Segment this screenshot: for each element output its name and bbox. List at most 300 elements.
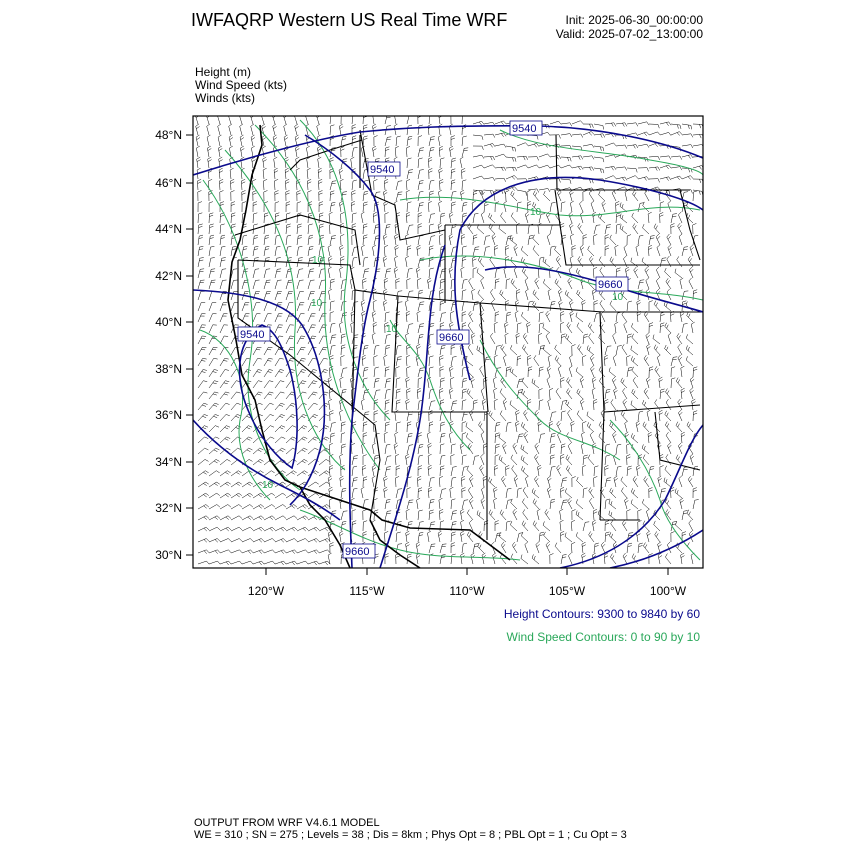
wind-barb — [511, 499, 517, 509]
wind-barb — [407, 202, 411, 212]
wind-barb — [385, 422, 390, 432]
wind-barb — [649, 236, 655, 246]
wind-barb — [198, 213, 202, 223]
wind-barb — [264, 505, 275, 510]
wind-barb — [469, 278, 473, 289]
wind-barb — [308, 325, 316, 333]
wind-barb — [384, 245, 388, 256]
wind-barb — [513, 443, 517, 454]
wind-barb — [643, 543, 649, 554]
wind-barb — [253, 527, 264, 531]
wind-barb — [428, 531, 431, 542]
wind-barb — [198, 459, 209, 465]
wind-barb — [449, 366, 453, 377]
wind-barb — [572, 166, 583, 170]
wind-barb — [560, 487, 564, 498]
wind-barb — [229, 124, 232, 135]
wind-barb — [275, 202, 279, 212]
wind-barb — [495, 521, 499, 532]
wind-barb — [693, 145, 704, 149]
wind-barb — [417, 344, 421, 355]
wind-barb — [462, 467, 468, 477]
wind-barb — [253, 459, 264, 465]
wind-barb — [242, 426, 252, 432]
wind-barb — [341, 444, 346, 454]
wind-barb — [637, 300, 641, 311]
wind-barb — [308, 358, 317, 366]
wind-barb — [330, 323, 335, 333]
wind-barb — [341, 114, 345, 124]
wind-barb — [550, 301, 555, 311]
wind-barb — [198, 370, 207, 378]
wind-barb — [477, 269, 484, 279]
wind-barb — [341, 334, 346, 344]
wind-barb — [428, 465, 432, 476]
wind-barb — [416, 542, 420, 553]
wind-barb — [693, 500, 699, 510]
wind-barb — [385, 467, 391, 476]
wind-barb — [521, 445, 528, 454]
wind-barb — [682, 323, 688, 333]
wind-barb — [384, 487, 388, 498]
lat-label: 34°N — [155, 455, 182, 469]
wind-barb — [418, 224, 422, 234]
wind-barb — [363, 136, 368, 146]
wind-barb — [649, 323, 653, 333]
wind-barb — [631, 356, 638, 366]
wind-barb — [297, 336, 305, 344]
wind-barb — [665, 554, 671, 565]
wind-barb — [604, 553, 608, 564]
wind-barb — [572, 246, 576, 257]
wind-barb — [383, 300, 387, 311]
wind-barb — [207, 124, 210, 135]
wind-barb — [646, 509, 649, 520]
wind-barb — [588, 455, 594, 465]
wind-barb — [352, 147, 358, 157]
wind-barb — [440, 422, 445, 432]
wind-barb — [621, 378, 627, 388]
wind-barb — [535, 278, 539, 289]
wind-barb — [632, 444, 639, 454]
wind-barb — [230, 168, 234, 179]
wind-barb — [220, 414, 230, 421]
wind-barb — [678, 344, 682, 355]
wind-barb — [506, 157, 516, 162]
wind-barb — [253, 202, 257, 212]
wind-barb — [308, 550, 319, 554]
wind-barb — [272, 113, 276, 124]
wind-barb — [341, 146, 345, 157]
wind-barb — [295, 124, 299, 135]
wind-barb — [555, 345, 561, 355]
wind-barb — [568, 498, 572, 509]
wind-barb — [514, 245, 518, 256]
lat-label: 42°N — [155, 269, 182, 283]
wind-barb — [627, 168, 637, 172]
wind-barb — [495, 167, 506, 171]
wind-barb — [220, 314, 228, 322]
wind-barb — [373, 245, 376, 256]
wind-barb — [682, 291, 688, 300]
wind-barb — [611, 399, 616, 410]
wind-barb — [462, 422, 466, 432]
wind-barb — [429, 422, 433, 432]
wind-barb — [241, 179, 245, 190]
wind-barb — [627, 301, 632, 311]
wind-barb — [242, 561, 253, 564]
wind-barb — [209, 448, 219, 454]
wind-barb — [220, 370, 229, 378]
wind-barb — [328, 245, 331, 256]
wind-barb — [627, 145, 638, 149]
wind-barb — [658, 542, 662, 553]
wind-barb — [198, 303, 205, 312]
wind-barb — [493, 377, 496, 388]
wind-barb — [539, 257, 544, 267]
wind-barb — [665, 466, 671, 476]
wind-barb — [594, 234, 598, 245]
wind-barb — [495, 455, 499, 465]
wind-barb — [632, 389, 638, 399]
wind-barb — [632, 213, 638, 223]
wind-barb — [319, 358, 328, 366]
wind-barb — [242, 191, 246, 202]
wind-barb — [198, 414, 208, 421]
wind-barb — [418, 158, 423, 168]
wind-barb — [340, 267, 344, 278]
wind-barb — [253, 303, 260, 312]
wind-barb — [533, 191, 539, 202]
wind-barb — [580, 212, 583, 223]
wind-barb — [503, 443, 507, 454]
wind-barb — [407, 246, 411, 256]
wind-barb — [625, 267, 629, 278]
wind-barb — [548, 399, 551, 410]
wind-barb — [494, 498, 497, 509]
wind-barb — [642, 258, 649, 268]
wind-barb — [297, 191, 301, 202]
wind-barb — [601, 542, 605, 553]
wind-barb — [198, 403, 208, 410]
wind-barb — [638, 235, 643, 245]
wind-barb — [495, 178, 506, 182]
wind-barb — [583, 124, 593, 128]
wind-barb — [330, 345, 336, 355]
wind-barb — [263, 168, 267, 179]
wind-barb — [479, 422, 485, 433]
wind-barb — [499, 532, 506, 542]
wind-barb — [451, 202, 456, 212]
wind-barb — [649, 156, 660, 160]
wind-barb — [363, 455, 367, 465]
wind-barb — [449, 388, 453, 399]
wind-barb — [657, 245, 660, 256]
wind-barb — [545, 509, 550, 520]
wind-barb — [570, 190, 574, 201]
wind-barb — [510, 401, 517, 411]
wind-barb — [362, 465, 366, 476]
wind-barb — [527, 190, 531, 201]
wind-barb — [440, 455, 445, 465]
wind-barb — [566, 400, 572, 410]
wind-barb — [622, 520, 627, 531]
wind-barb — [666, 509, 671, 520]
wind-barb — [340, 454, 343, 465]
state-boundary — [360, 130, 445, 240]
wind-barb — [539, 532, 544, 542]
wind-barb — [510, 236, 517, 245]
wind-barb — [528, 135, 538, 140]
wind-barb — [558, 366, 561, 377]
wind-barb — [495, 144, 506, 147]
wind-barb — [572, 510, 576, 521]
wind-label: 10 — [386, 324, 398, 335]
wind-barb — [284, 124, 287, 135]
wind-barb — [648, 432, 652, 443]
wind-barb — [385, 456, 391, 465]
wind-barb — [495, 433, 499, 443]
wind-barb — [264, 280, 271, 289]
wind-barb — [198, 358, 207, 366]
wind-barb — [605, 346, 611, 355]
wind-barb — [340, 377, 344, 388]
wind-barb — [482, 487, 485, 498]
wind-barb — [620, 203, 627, 213]
wind-barb — [319, 269, 325, 278]
wind-barb — [550, 135, 561, 139]
wind-barb — [439, 388, 443, 399]
wind-barb — [363, 202, 368, 212]
wind-barb — [521, 312, 528, 322]
wind-barb — [394, 443, 398, 454]
lon-label: 105°W — [548, 584, 586, 598]
wind-barb — [681, 432, 685, 443]
wind-barb — [308, 314, 316, 322]
wind-barb — [198, 258, 204, 268]
wind-barb — [385, 400, 389, 410]
wind-barb — [286, 539, 297, 543]
wind-barb — [330, 191, 334, 201]
wind-barb — [261, 113, 264, 124]
wind-barb — [231, 381, 240, 388]
wind-barb — [363, 257, 368, 267]
wind-barb — [418, 433, 422, 444]
wind-barb — [648, 212, 652, 223]
wind-barb — [220, 347, 228, 355]
wind-barb — [587, 422, 594, 432]
wind-barb — [480, 366, 484, 377]
wind-barb — [231, 202, 235, 212]
wind-barb — [198, 527, 209, 531]
wind-barb — [524, 410, 529, 421]
wind-barb — [418, 324, 424, 333]
wind-barb — [665, 268, 671, 278]
wind-barb — [480, 465, 485, 476]
wind-barb — [440, 158, 444, 168]
wind-barb — [548, 289, 551, 300]
wind-barb — [253, 448, 263, 454]
wind-barb — [571, 520, 575, 531]
wind-barb — [646, 333, 650, 344]
map-title: IWFAQRP Western US Real Time WRF — [191, 10, 508, 30]
wind-barb — [319, 280, 326, 289]
wind-barb — [627, 367, 632, 377]
wind-barb — [627, 443, 631, 454]
wind-barb — [561, 401, 567, 411]
wind-barb — [417, 498, 421, 509]
wind-barb — [206, 113, 210, 124]
wind-barb — [525, 212, 529, 223]
wind-barb — [577, 323, 583, 333]
wind-barb — [297, 561, 308, 564]
wind-barb — [451, 444, 456, 454]
wind-barb — [547, 487, 551, 498]
wind-barb — [198, 471, 209, 476]
wind-barb — [383, 190, 387, 201]
wind-barb — [286, 291, 293, 300]
wind-barb — [671, 132, 682, 136]
wind-barb — [418, 510, 423, 520]
wind-barb — [666, 399, 671, 410]
wind-barb — [605, 176, 616, 179]
wind-barb — [591, 366, 595, 377]
wind-barb — [295, 146, 299, 157]
wind-barb — [198, 381, 207, 388]
wind-barb — [671, 167, 682, 170]
wind-barb — [308, 280, 315, 289]
wind-barb — [506, 367, 510, 377]
wind-barb — [583, 191, 587, 202]
height-label-9540-west: 9540 — [240, 329, 265, 341]
wind-barb — [566, 455, 572, 465]
wind-barb — [330, 202, 335, 212]
wind-speed-contour — [400, 197, 700, 216]
wind-barb — [330, 433, 335, 443]
wind-barb — [418, 136, 422, 146]
wind-barb — [395, 245, 399, 256]
wind-barb — [668, 245, 672, 256]
wind-barb — [418, 466, 422, 476]
wind-barb — [461, 267, 465, 278]
wind-barb — [678, 355, 682, 366]
wind-barb — [308, 482, 319, 487]
wind-barb — [209, 235, 214, 245]
wind-barb — [460, 157, 463, 168]
wind-barb — [592, 289, 596, 300]
wind-barb — [418, 378, 422, 388]
wind-barb — [482, 553, 486, 564]
wind-barb — [286, 403, 296, 410]
wind-barb — [590, 432, 594, 443]
wind-barb — [275, 235, 280, 245]
wind-barb — [655, 531, 660, 542]
wind-barb — [582, 465, 586, 476]
wind-barb — [665, 499, 671, 509]
wind-barb — [275, 426, 285, 432]
wind-barb — [274, 179, 278, 190]
wind-barb — [209, 336, 217, 344]
wind-barb — [209, 370, 218, 378]
wind-barb — [484, 190, 494, 195]
wind-barb — [341, 301, 346, 311]
wind-barb — [535, 443, 539, 454]
wind-barb — [418, 368, 424, 377]
wind-barb — [307, 179, 311, 190]
wind-barb — [328, 256, 332, 267]
wind-barb — [219, 168, 223, 179]
wind-barb — [220, 191, 224, 202]
wind-barb — [605, 532, 610, 542]
wind-barb — [577, 411, 583, 421]
wind-barb — [242, 516, 253, 520]
wind-barb — [253, 437, 263, 443]
wind-barb — [220, 258, 226, 268]
wind-barb — [593, 399, 597, 410]
wind-barb — [473, 135, 483, 140]
wind-barb — [363, 224, 367, 234]
wind-barb — [682, 511, 688, 521]
wind-barb — [307, 157, 311, 168]
wind-barb — [428, 487, 432, 498]
wind-barb — [499, 434, 506, 443]
wind-barb — [503, 355, 506, 366]
wind-barb — [396, 345, 401, 355]
wind-barb — [264, 246, 269, 256]
wind-barb — [583, 355, 587, 366]
lat-label: 48°N — [155, 128, 182, 142]
wind-barb — [374, 411, 378, 421]
wind-barb — [198, 235, 203, 245]
wind-barb — [308, 269, 314, 278]
wind-barb — [339, 201, 343, 212]
wind-barb — [577, 477, 583, 487]
wind-barb — [671, 367, 675, 377]
wind-barb — [407, 225, 413, 234]
wind-barb — [286, 325, 294, 333]
wind-barb — [385, 213, 389, 224]
wind-barb — [690, 377, 694, 388]
wind-barb — [220, 403, 230, 410]
wind-barb — [484, 165, 495, 168]
wind-barb — [384, 476, 388, 487]
wind-barb — [449, 432, 452, 443]
wind-barb — [286, 280, 293, 289]
wind-barb — [649, 179, 660, 183]
wind-barb — [504, 267, 507, 278]
wind-barb — [605, 465, 609, 476]
wind-barb — [482, 399, 486, 410]
wind-barb — [462, 400, 466, 410]
wind-barb — [665, 411, 671, 421]
wind-barb — [231, 482, 242, 487]
wind-barb — [329, 443, 333, 454]
wind-barb — [406, 509, 410, 520]
wind-barb — [330, 181, 336, 190]
wind-barb — [605, 190, 615, 194]
wind-barb — [678, 410, 682, 421]
wind-barb — [478, 257, 484, 267]
wind-barb — [228, 113, 231, 124]
wind-barb — [570, 355, 573, 366]
wind-barb — [583, 421, 587, 432]
wind-barb — [385, 444, 390, 454]
wind-barb — [418, 125, 423, 135]
wind-barb — [372, 333, 375, 344]
wind-barb — [605, 246, 609, 256]
wind-barb — [352, 345, 358, 355]
wind-barb — [198, 314, 206, 322]
